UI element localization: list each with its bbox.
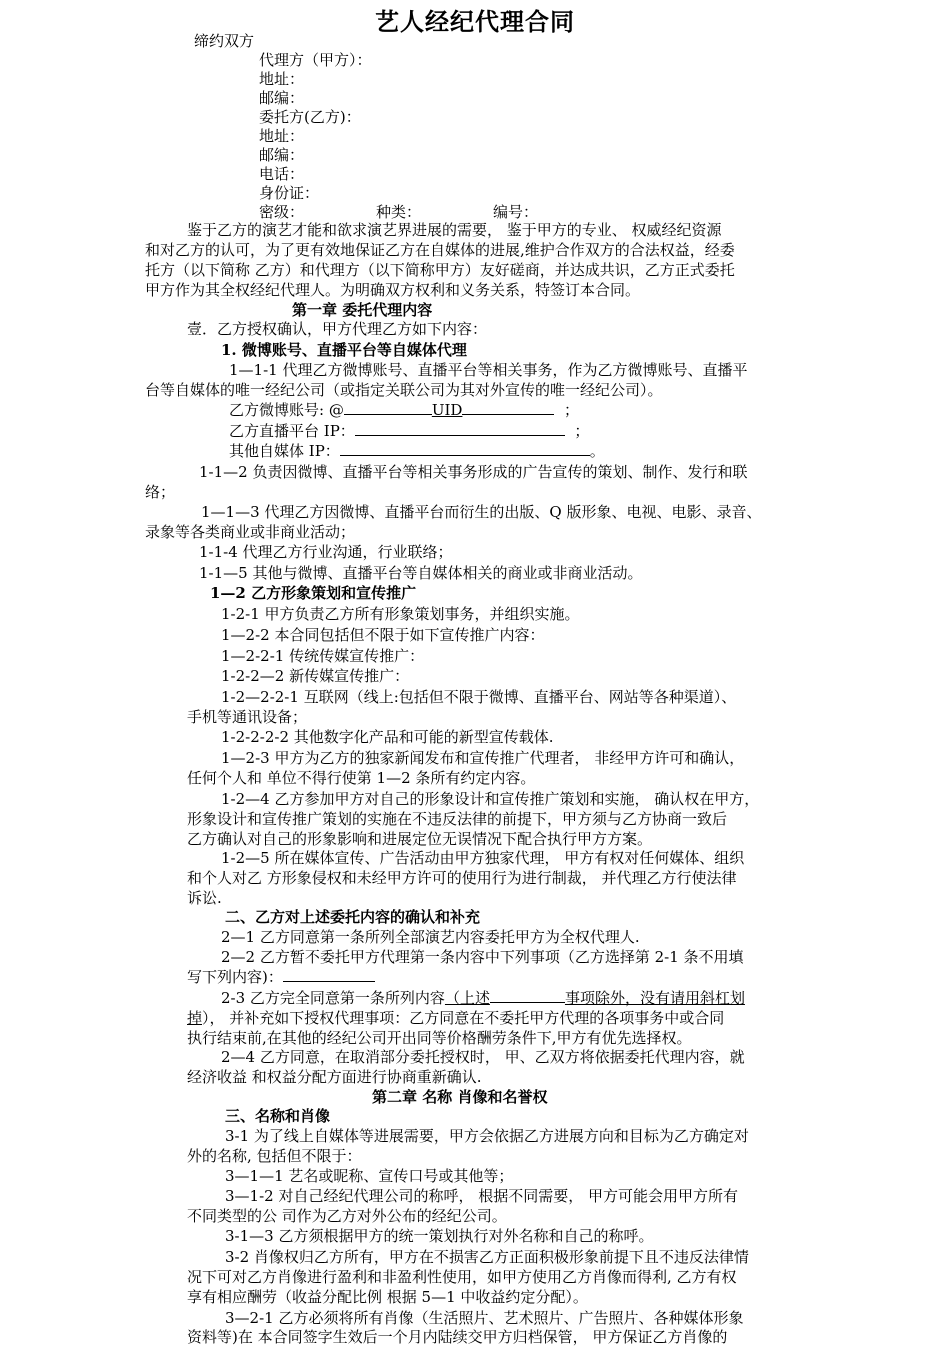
preamble-line: 托方（以下简称 乙方）和代理方（以下简称甲方）友好磋商，并达成共识，乙方正式委托 [145,261,735,279]
preamble-line: 甲方作为其全权经纪代理人。为明确双方权利和义务关系，特签订本合同。 [145,281,641,299]
clause-1-1-1: 1—1-1 代理乙方微博账号、直播平台等相关事务，作为乙方微博账号、直播平 [229,361,748,379]
clause-3-2-cont: 享有相应酬劳（收益分配比例 根据 5—1 中收益约定分配）。 [187,1288,588,1306]
clause-1-2-4-cont: 形象设计和宣传推广策划的实施在不违反法律的前提下，甲方须与乙方协商一致后 [187,810,728,828]
client-id-label: 身份证： [259,184,320,202]
clause-1-2-4-cont: 乙方确认对自己的形象影响和进展定位无误情况下配合执行甲方方案。 [187,830,653,848]
clause-2-3-underlined-2: 事项除外，没有请用斜杠划 [564,989,745,1007]
number-label: 编号： [493,203,539,221]
chapter2-heading: 第二章 名称 肖像和名誉权 [372,1088,548,1106]
clause-1-2-4: 1-2—4 乙方参加甲方对自己的形象设计和宣传推广策划和实施， 确认权在甲方， [221,790,760,808]
clause-1-1-3: 1—1—3 代理乙方因微博、直播平台而衍生的出版、Q 版形象、电视、电影、录音、 [201,503,762,521]
client-label: 委托方(乙方)： [259,108,361,126]
clause-2-2-cont-text: 写下列内容)： [187,968,283,986]
section-1-2-heading: 1—2 乙方形象策划和宣传推广 [210,584,417,602]
parties-heading: 缔约双方 [194,32,255,50]
clause-1-2-2-2: 1-2-2—2 新传媒宣传推广： [221,667,410,685]
weibo-blank [344,400,432,415]
section-1-heading: 1. 微博账号、直播平台等自媒体代理 [221,341,467,359]
clause-1-2-2: 1—2-2 本合同包括但不限于如下宣传推广内容： [221,626,545,644]
secret-level-label: 密级： [259,203,305,221]
clause-2-3 [221,988,745,1008]
category-label: 种类： [376,203,422,221]
agent-label: 代理方（甲方）： [259,51,372,69]
preamble-line: 和对乙方的认可，为了更有效地保证乙方在自媒体的进展,维护合作双方的合法权益，经委 [145,241,735,259]
clause-3-2-cont: 况下可对乙方肖像进行盈利和非盈利性使用，如甲方使用乙方肖像而得利, 乙方有权 [187,1268,737,1286]
clause-2-3-cont [187,1008,724,1028]
clause-1-1-2-cont: 络； [145,483,176,501]
live-blank [355,421,565,436]
clause-2-4: 2—4 乙方同意，在取消部分委托授权时， 甲、乙双方将依据委托代理内容，就 [221,1048,745,1066]
document-title: 艺人经纪代理合同 [375,7,575,36]
uid-blank [462,400,554,415]
clause-3-2-1: 3—2-1 乙方必须将所有肖像（生活照片、艺术照片、广告照片、各种媒体形象 [225,1309,744,1327]
weibo-label: 乙方微博账号: @ [229,401,344,419]
weibo-account-line [229,400,579,420]
live-platform-line [229,421,589,441]
clause-1-2-5-cont: 和个人对乙 方形象侵权和未经甲方许可的使用行为进行制裁， 并代理乙方行使法律 [187,869,737,887]
clause-2-3-cont-text: ）， 并补充如下授权代理事项：乙方同意在不委托甲方代理的各项事务中或合同 [202,1009,725,1027]
other-media-line [229,441,605,461]
clause-1-1-4: 1-1-4 代理乙方行业沟通，行业联络； [199,543,453,561]
clause-1-1-2: 1-1—2 负责因微博、直播平台等相关事务形成的广告宣传的策划、制作、发行和联 [199,463,748,481]
clause-2-1: 2—1 乙方同意第一条所列全部演艺内容委托甲方为全权代理人. [221,928,640,946]
clause-3-1-cont: 外的名称, 包括但不限于： [187,1147,362,1165]
clause-3-1-3: 3-1—3 乙方须根据甲方的统一策划执行对外名称和自己的称呼。 [225,1227,654,1245]
clause-3-1: 3-1 为了线上自媒体等进展需要，甲方会依据乙方进展方向和目标为乙方确定对 [225,1127,749,1145]
clause-1-2-3: 1—2-3 甲方为乙方的独家新闻发布和宣传推广代理者， 非经甲方许可和确认， [221,749,745,767]
chapter1-heading: 第一章 委托代理内容 [292,301,433,319]
clause-1-2-1: 1-2-1 甲方负责乙方所有形象策划事务，并组织实施。 [221,605,580,623]
clause-3-2: 3-2 肖像权归乙方所有，甲方在不损害乙方正面积极形象前提下且不违反法律情 [225,1248,749,1266]
clause-1-2-2-2-2: 1-2-2-2-2 其他数字化产品和可能的新型宣传载体. [221,728,554,746]
clause-2-3-cont: 执行结束前,在其他的经纪公司开出同等价格酬劳条件下,甲方有优先选择权。 [187,1029,692,1047]
clause-1-2-5: 1-2—5 所在媒体宣传、广告活动由甲方独家代理， 甲方有权对任何媒体、组织 [221,849,745,867]
agent-postcode-label: 邮编： [259,89,305,107]
other-blank [340,441,590,456]
clause-2-2: 2—2 乙方暂不委托甲方代理第一条内容中下列事项（乙方选择第 2-1 条不用填 [221,948,744,966]
clause-1-2-3-cont: 任何个人和 单位不得行使第 1—2 条所有约定内容。 [187,769,536,787]
clause-2-3-underlined-1: （上述 [444,989,490,1007]
section-3-heading: 三、名称和肖像 [225,1107,331,1125]
clause-3-2-1-cont: 资料等)在 本合同签字生效后一个月内陆续交甲方归档保管， 甲方保证乙方肖像的 [187,1328,728,1346]
clause-3-1-1: 3—1—1 艺名或昵称、宣传口号或其他等； [225,1167,514,1185]
clause-2-2-blank [283,967,375,982]
clause-2-3-underlined-3: 掉 [187,1009,203,1027]
live-label: 乙方直播平台 IP： [229,422,355,440]
live-end: ； [574,422,590,440]
clause-3-1-2: 3—1-2 对自己经纪代理公司的称呼， 根据不同需要， 甲方可能会用甲方所有 [225,1187,739,1205]
clause-3-1-2-cont: 不同类型的公 司作为乙方对外公布的经纪公司。 [187,1207,507,1225]
client-phone-label: 电话： [259,165,305,183]
clause-2-2-cont [187,967,375,987]
client-postcode-label: 邮编： [259,146,305,164]
clause-1-2-2-2-1-cont: 手机等通讯设备； [187,708,308,726]
clause-2-3-text: 2-3 乙方完全同意第一条所列内容 [221,989,445,1007]
clause-1-1-3-cont: 录象等各类商业或非商业活动； [145,523,356,541]
clause-1-2-2-2-1: 1-2—2-2-1 互联网（线上:包括但不限于微博、直播平台、网站等各种渠道）、 [221,688,737,706]
clause-2-4-cont: 经济收益 和权益分配方面进行协商重新确认. [187,1068,482,1086]
other-end: 。 [589,442,605,460]
clause-1-2-2-1: 1—2-2-1 传统传媒宣传推广： [221,647,425,665]
section-2-heading: 二、乙方对上述委托内容的确认和补充 [225,908,481,926]
other-label: 其他自媒体 IP： [229,442,340,460]
clause-1-1-1-cont: 台等自媒体的唯一经纪公司（或指定关联公司为其对外宣传的唯一经纪公司）。 [145,381,663,399]
item1-intro: 壹．乙方授权确认，甲方代理乙方如下内容： [187,320,488,338]
clause-1-1-5: 1-1—5 其他与微博、直播平台等自媒体相关的商业或非商业活动。 [199,564,643,582]
clause-2-3-blank [490,988,565,1003]
weibo-end: ； [563,401,579,419]
agent-address-label: 地址： [259,70,305,88]
client-address-label: 地址： [259,127,305,145]
clause-1-2-5-cont: 诉讼. [187,889,222,907]
preamble-line: 鉴于乙方的演艺才能和欲求演艺界进展的需要， 鉴于甲方的专业、 权威经纪资源 [187,221,722,239]
weibo-uid: UID [431,401,463,419]
